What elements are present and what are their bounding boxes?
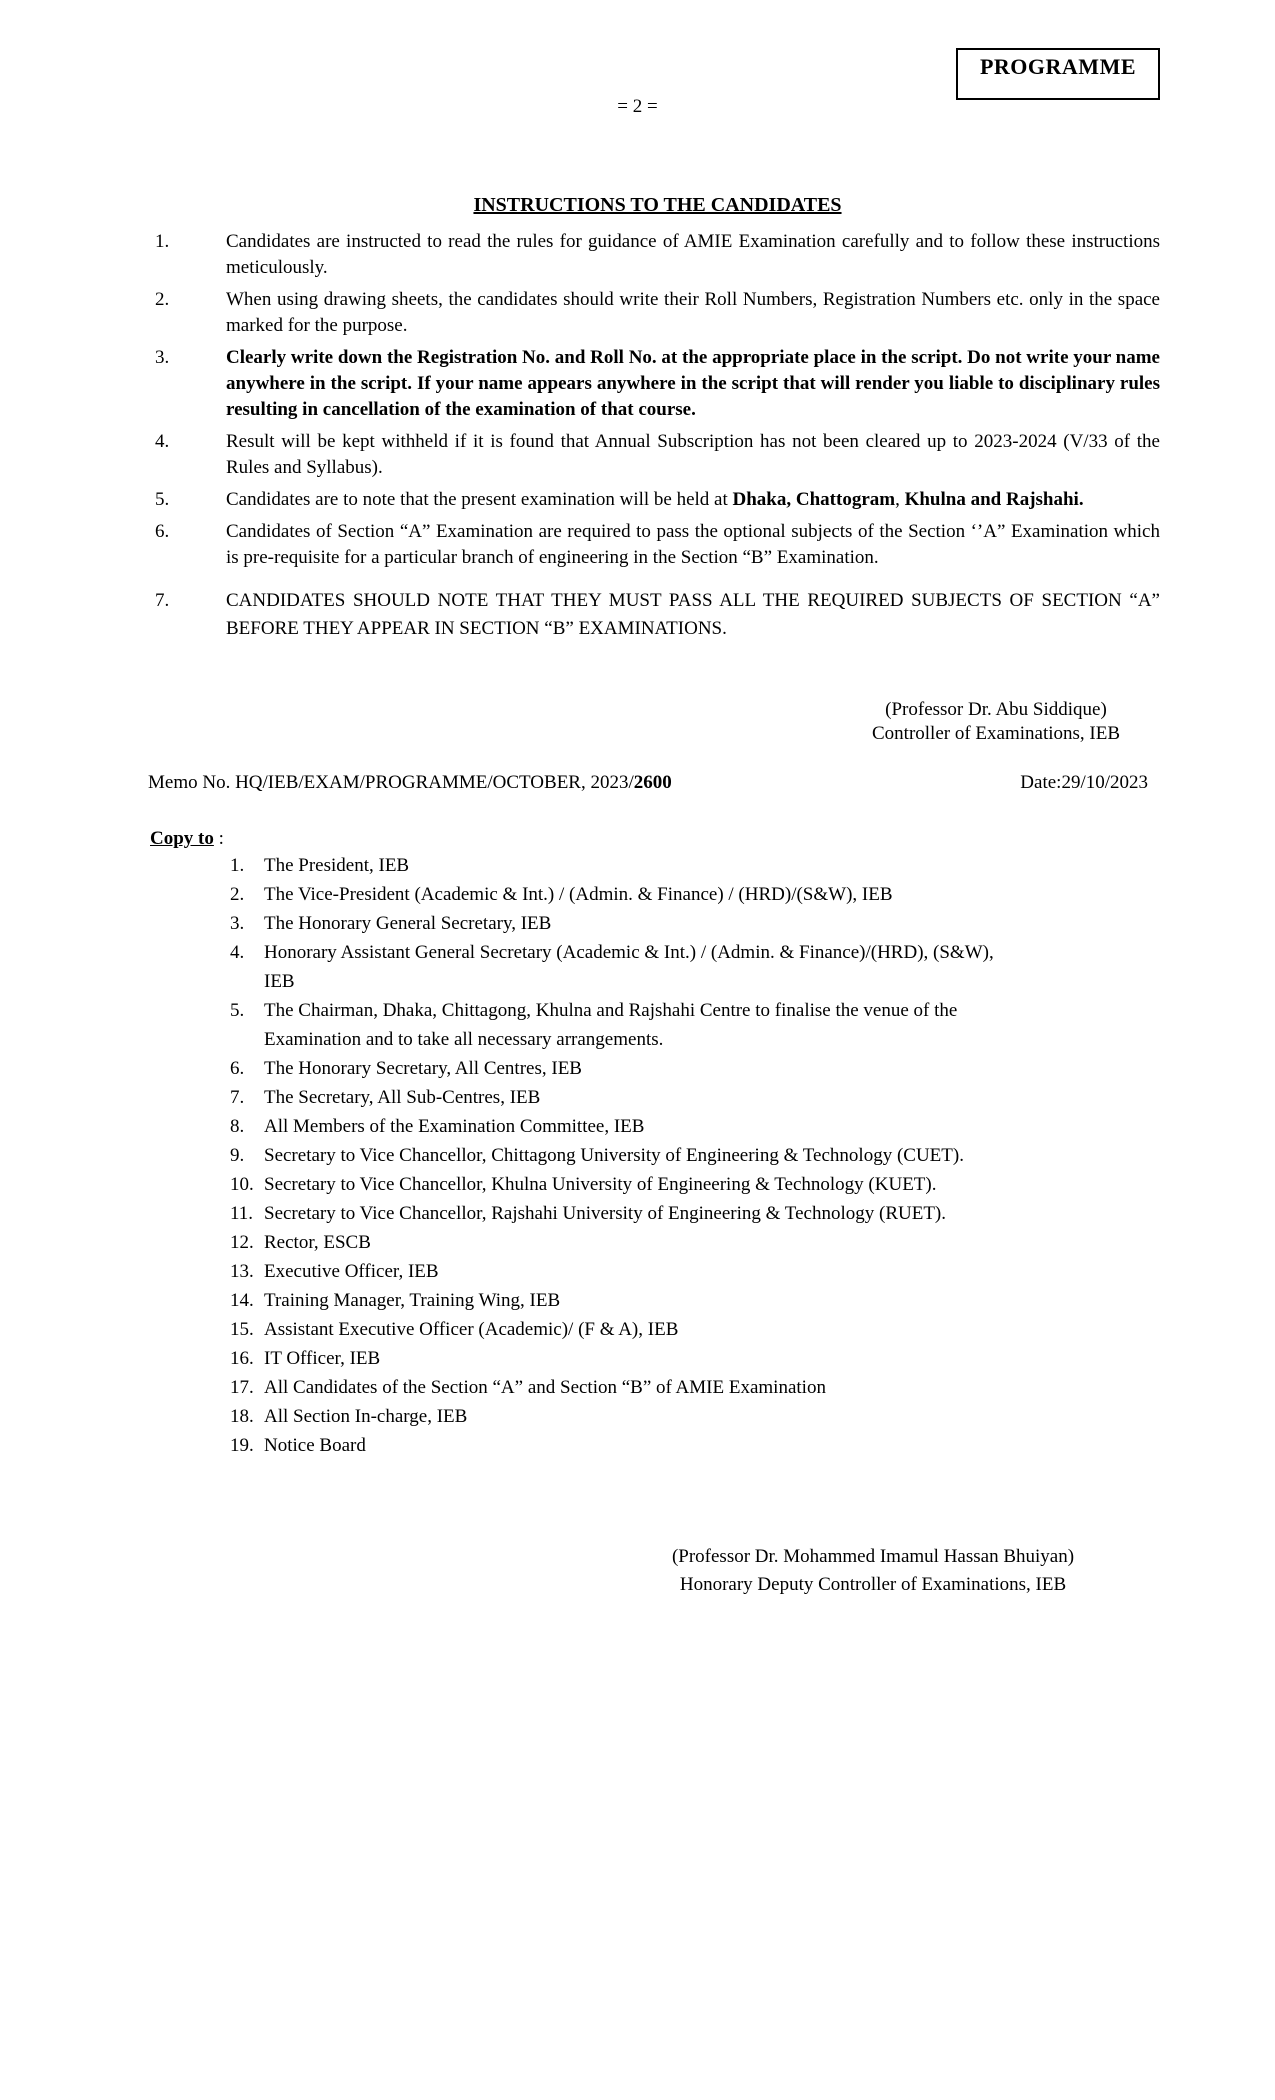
copy-to-item-number: 17. <box>230 1377 254 1398</box>
copy-to-item-text: The Vice-President (Academic & Int.) / (Admin. & Finance) / (HRD)/(S&W), IEB <box>264 884 893 905</box>
instruction-number: 6. <box>155 521 170 542</box>
instruction-text: When using drawing sheets, the candidates should write their Roll Numbers, Registration Numbers etc. only in the space marked for the purpose. <box>226 289 1160 336</box>
instruction-text: Result will be kept withheld if it is found that Annual Subscription has not been cleared up to 2023-2024 (V/33 of the Rules and Syllabus). <box>226 431 1160 478</box>
copy-to-item-number: 9. <box>230 1145 245 1166</box>
instruction-item <box>155 587 1160 643</box>
copy-to-item <box>230 851 1009 880</box>
instruction-number: 4. <box>155 431 170 452</box>
copy-to-item-number: 15. <box>230 1319 254 1340</box>
instruction-item <box>155 345 1160 423</box>
copy-to-item <box>230 1344 1009 1373</box>
deputy-signature-block <box>672 1543 1074 1599</box>
copy-to-item-text: Executive Officer, IEB <box>264 1261 439 1282</box>
copy-to-item-text: Training Manager, Training Wing, IEB <box>264 1290 561 1311</box>
instruction-number: 7. <box>155 590 170 611</box>
page-number: = 2 = <box>617 96 658 117</box>
instruction-text: Clearly write down the Registration No. and Roll No. at the appropriate place in the script. Do not write your name anywhere in the script. If your name appears anywhere in the script that will render you liable to disciplinary rules resulting in cancellation of the examination of that course. <box>226 347 1160 420</box>
programme-stamp-box <box>956 48 1160 100</box>
copy-to-heading <box>150 828 224 850</box>
instruction-number: 1. <box>155 231 170 252</box>
copy-to-item-number: 3. <box>230 913 245 934</box>
copy-to-label: Copy to <box>150 828 214 849</box>
copy-to-item-number: 8. <box>230 1116 245 1137</box>
copy-to-item-text: Honorary Assistant General Secretary (Academic & Int.) / (Admin. & Finance)/(HRD), (S&W), IEB <box>264 942 994 992</box>
main-content <box>155 194 1160 649</box>
copy-to-item <box>230 938 1009 996</box>
copy-to-item-text: All Section In-charge, IEB <box>264 1406 468 1427</box>
copy-to-item <box>230 1170 1009 1199</box>
copy-to-item <box>230 1431 1009 1460</box>
copy-to-item-text: All Candidates of the Section “A” and Section “B” of AMIE Examination <box>264 1377 826 1398</box>
copy-to-item-number: 1. <box>230 855 245 876</box>
instruction-number: 3. <box>155 347 170 368</box>
copy-to-item-text: The Honorary Secretary, All Centres, IEB <box>264 1058 582 1079</box>
copy-to-item-number: 5. <box>230 1000 245 1021</box>
deputy-signature-title: Honorary Deputy Controller of Examinations, IEB <box>679 1574 1067 1595</box>
copy-to-item <box>230 1112 1009 1141</box>
copy-to-item-number: 4. <box>230 942 245 963</box>
copy-to-item-number: 19. <box>230 1435 254 1456</box>
copy-to-item-text: All Members of the Examination Committee, IEB <box>264 1116 645 1137</box>
instruction-text: Candidates are to note that the present examination will be held at Dhaka, Chattogram, Khulna and Rajshahi. <box>226 489 1084 510</box>
copy-to-item <box>230 1228 1009 1257</box>
copy-to-item-text: The Chairman, Dhaka, Chittagong, Khulna and Rajshahi Centre to finalise the venue of the Examination and to take all necessary arrangements. <box>264 1000 958 1050</box>
copy-to-item <box>230 1315 1009 1344</box>
instruction-number: 2. <box>155 289 170 310</box>
copy-to-item <box>230 880 1009 909</box>
copy-to-item-text: Secretary to Vice Chancellor, Rajshahi University of Engineering & Technology (RUET). <box>264 1203 946 1224</box>
copy-to-item-number: 2. <box>230 884 245 905</box>
copy-to-item <box>230 1257 1009 1286</box>
copy-to-item-number: 10. <box>230 1174 254 1195</box>
copy-to-item-text: The Secretary, All Sub-Centres, IEB <box>264 1087 541 1108</box>
copy-to-item <box>230 909 1009 938</box>
copy-to-item-text: Secretary to Vice Chancellor, Chittagong University of Engineering & Technology (CUET). <box>264 1145 964 1166</box>
copy-to-list <box>230 851 1009 1460</box>
copy-to-item-number: 12. <box>230 1232 254 1253</box>
copy-to-item-text: IT Officer, IEB <box>264 1348 381 1369</box>
copy-to-item <box>230 1054 1009 1083</box>
copy-to-item <box>230 1402 1009 1431</box>
memo-date: Date:29/10/2023 <box>1020 772 1148 793</box>
copy-to-item-number: 13. <box>230 1261 254 1282</box>
copy-to-item <box>230 996 1009 1054</box>
copy-to-item-text: Secretary to Vice Chancellor, Khulna University of Engineering & Technology (KUET). <box>264 1174 937 1195</box>
memo-prefix: Memo No. HQ/IEB/EXAM/PROGRAMME/OCTOBER, 2023/ <box>148 772 634 793</box>
instruction-item <box>155 287 1160 339</box>
copy-to-item-number: 6. <box>230 1058 245 1079</box>
copy-to-item-number: 7. <box>230 1087 245 1108</box>
copy-to-item <box>230 1286 1009 1315</box>
copy-to-item-text: Assistant Executive Officer (Academic)/ (F & A), IEB <box>264 1319 679 1340</box>
copy-to-item <box>230 1083 1009 1112</box>
copy-to-item <box>230 1199 1009 1228</box>
copy-to-item <box>230 1373 1009 1402</box>
memo-row <box>148 772 1148 794</box>
copy-to-separator: : <box>213 828 224 849</box>
instruction-item <box>155 229 1160 281</box>
instructions-list <box>155 229 1160 643</box>
memo-number-line <box>148 772 672 794</box>
document-title: INSTRUCTIONS TO THE CANDIDATES <box>473 194 842 216</box>
controller-signature-name: (Professor Dr. Abu Siddique) <box>885 699 1107 720</box>
copy-to-item-number: 18. <box>230 1406 254 1427</box>
programme-stamp-label: PROGRAMME <box>979 54 1137 79</box>
instruction-text: CANDIDATES SHOULD NOTE THAT THEY MUST PASS ALL THE REQUIRED SUBJECTS OF SECTION “A” BEFORE THEY APPEAR IN SECTION “B” EXAMINATIONS. <box>226 590 1160 639</box>
deputy-signature-name: (Professor Dr. Mohammed Imamul Hassan Bhuiyan) <box>671 1546 1075 1567</box>
copy-to-item-text: Notice Board <box>264 1435 366 1456</box>
copy-to-item <box>230 1141 1009 1170</box>
copy-to-item-number: 14. <box>230 1290 254 1311</box>
copy-to-item-number: 16. <box>230 1348 254 1369</box>
copy-to-item-text: The Honorary General Secretary, IEB <box>264 913 552 934</box>
instruction-number: 5. <box>155 489 170 510</box>
copy-to-item-number: 11. <box>230 1203 254 1224</box>
memo-serial: 2600 <box>633 772 672 793</box>
instruction-item <box>155 519 1160 571</box>
controller-signature-block <box>872 698 1120 746</box>
instruction-item <box>155 429 1160 481</box>
instruction-text: Candidates are instructed to read the rules for guidance of AMIE Examination carefully and to follow these instructions meticulously. <box>226 231 1160 278</box>
controller-signature-title: Controller of Examinations, IEB <box>871 723 1121 744</box>
copy-to-item-text: The President, IEB <box>264 855 410 876</box>
instruction-item <box>155 487 1160 513</box>
instruction-text: Candidates of Section “A” Examination are required to pass the optional subjects of the Section ‘’A” Examination which is pre-requisite for a particular branch of engineering in the Section “B” Examination. <box>226 521 1160 568</box>
copy-to-item-text: Rector, ESCB <box>264 1232 371 1253</box>
